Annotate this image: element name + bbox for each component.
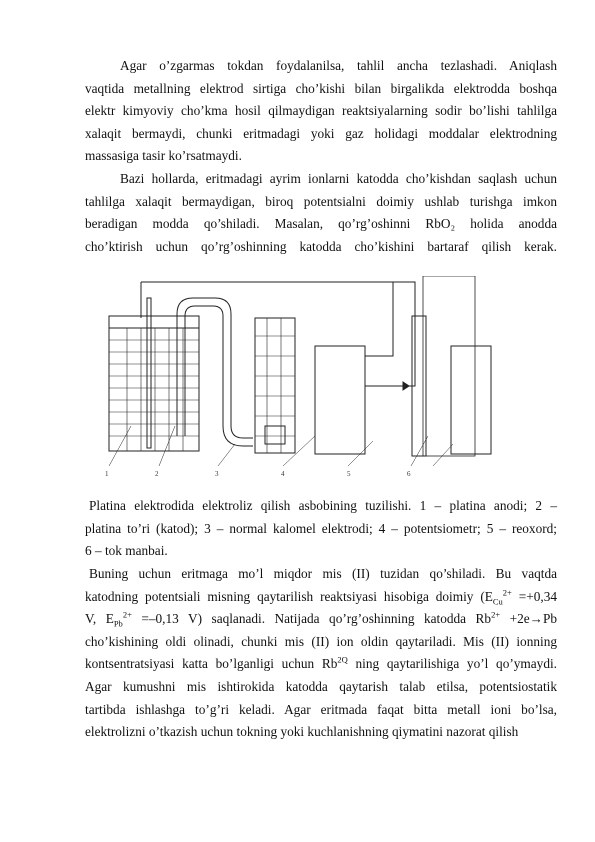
figure-label-6: 6 — [407, 470, 411, 478]
line: massasiga tasir ko’rsatmaydi. — [85, 148, 242, 164]
line-text: katodning potentsiali misning qaytarilish reaktsiyasi hisobiga doimiy (E — [85, 588, 493, 604]
line: Agar o’zgarmas tokdan foydalanilsa, tahlil ancha tezlashadi. Aniqlash — [120, 58, 557, 73]
line: cho’kishining oldi olinadi, chunki mis (II) ion oldin qaytariladi. Mis (II) ionning — [85, 633, 557, 649]
line: elektr kimyoviy cho’kma hosil qilmaydigan reaktsiyalarning sodir bo’lishi tahlilga — [85, 103, 557, 119]
superscript: 2+ — [122, 609, 132, 620]
line: Bazi hollarda, eritmadagi ayrim ionlarni katodda cho’kishdan saqlash uchun — [120, 171, 557, 186]
line-text: kontsentratsiyasi katta bo’lganligi uchun Rb — [85, 656, 338, 672]
subscript: Cu — [492, 596, 503, 607]
line-text: ning qaytarilishiga yo’l qo’ymaydi. — [347, 656, 557, 672]
line: elektrolizni o’tkazish uchun tokning yoki kuchlanishning qiymatini nazorat qilish — [85, 724, 519, 740]
figure-caption — [85, 495, 557, 563]
superscript: 2+ — [502, 587, 512, 598]
figure-label-1: 1 — [105, 470, 109, 478]
line — [85, 586, 557, 609]
paragraph-4 — [85, 563, 557, 744]
figure-label-5: 5 — [347, 470, 351, 478]
line: platina to’ri (katod); 3 – normal kalomel elektrodi; 4 – potentsiometr; 5 – reoxord; — [85, 520, 557, 536]
paragraph-1 — [85, 55, 557, 168]
superscript: 2+ — [491, 609, 501, 620]
line: Platina elektrodida elektroliz qilish asbobining tuzilishi. 1 – platina anodi; 2 – — [89, 498, 557, 513]
line: xalaqit bermaydi, chunki eritmadagi yoki gaz holidagi moddalar elektrodning — [85, 125, 557, 141]
electrolysis-apparatus-figure — [103, 276, 498, 482]
paragraph-2 — [85, 168, 557, 258]
line: tartibda ishlashga to’g’ri keladi. Agar eritmada faqat bitta metall ioni bo’lsa, — [85, 701, 557, 717]
line-text: =–0,13 V) saqlanadi. Natijada qo’rg’oshinning katodda Rb — [131, 611, 492, 627]
subscript: Pb — [113, 618, 123, 629]
figure-label-4: 4 — [281, 470, 285, 478]
line-text: =+0,34 — [511, 588, 557, 604]
apparatus-diagram — [103, 276, 498, 482]
superscript: 2Q — [337, 654, 348, 665]
line: Agar kumushni mis ishtirokida katodda qaytarish talab etilsa, potentsiostatik — [85, 678, 557, 694]
line — [85, 608, 557, 631]
line — [85, 653, 557, 676]
line: cho’ktirish uchun qo’rg’oshinning katodda cho’kishini bartaraf qilish kerak. — [85, 238, 557, 254]
line: 6 – tok manbai. — [85, 543, 168, 559]
line: tahlilga xalaqit bermaydigan, biroq potentsialni doimiy ushlab turishga imkon — [85, 193, 557, 209]
figure-label-3: 3 — [215, 470, 219, 478]
line-text: V, E — [85, 611, 114, 627]
line: Buning uchun eritmaga mo’l miqdor mis (II) tuzidan qo’shiladi. Bu vaqtda — [89, 566, 557, 581]
figure-label-2: 2 — [155, 470, 159, 478]
line-text: +2e→Pb — [500, 611, 557, 627]
line: vaqtida metallning elektrod sirtiga cho’kishi bilan birgalikda elektrodda boshqa — [85, 80, 557, 96]
line: beradigan modda qo’shiladi. Masalan, qo’rg’oshinni RbO₂ holida anodda — [85, 216, 557, 232]
